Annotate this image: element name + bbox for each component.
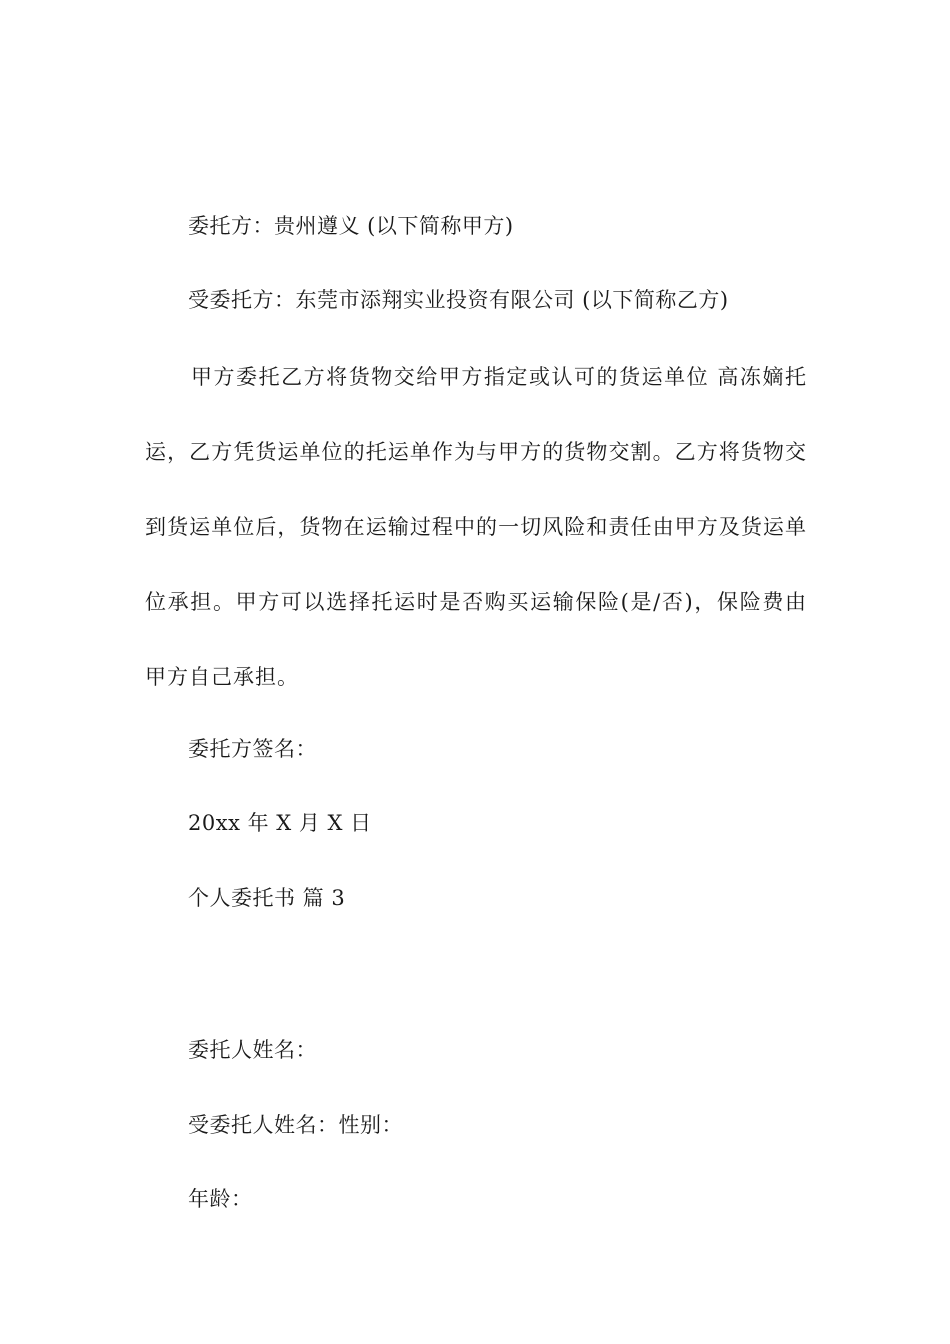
principal-line: 委托方：贵州遵义 (以下简称甲方) [188,214,514,238]
field-agent-name-gender: 受委托人姓名：性别： [188,1113,403,1137]
agent-line: 受委托方：东莞市添翔实业投资有限公司 (以下简称乙方) [188,288,729,312]
field-principal-name: 委托人姓名： [188,1038,317,1062]
date-line: 20xx 年 X 月 X 日 [188,811,372,835]
body-paragraph: 甲方委托乙方将货物交给甲方指定或认可的货运单位 高冻嫡托运，乙方凭货运单位的托运单作为与甲方的货物交割。乙方将货物交到货运单位后，货物在运输过程中的一切风险和责任由甲方及货运单位承担。甲方可以选择托运时是否购买运输保险(是/否)，保险费由甲方自己承担。 [145,365,807,689]
field-age: 年龄： [188,1187,253,1211]
signature-label: 委托方签名： [188,737,317,761]
section-title: 个人委托书 篇 3 [188,886,346,910]
